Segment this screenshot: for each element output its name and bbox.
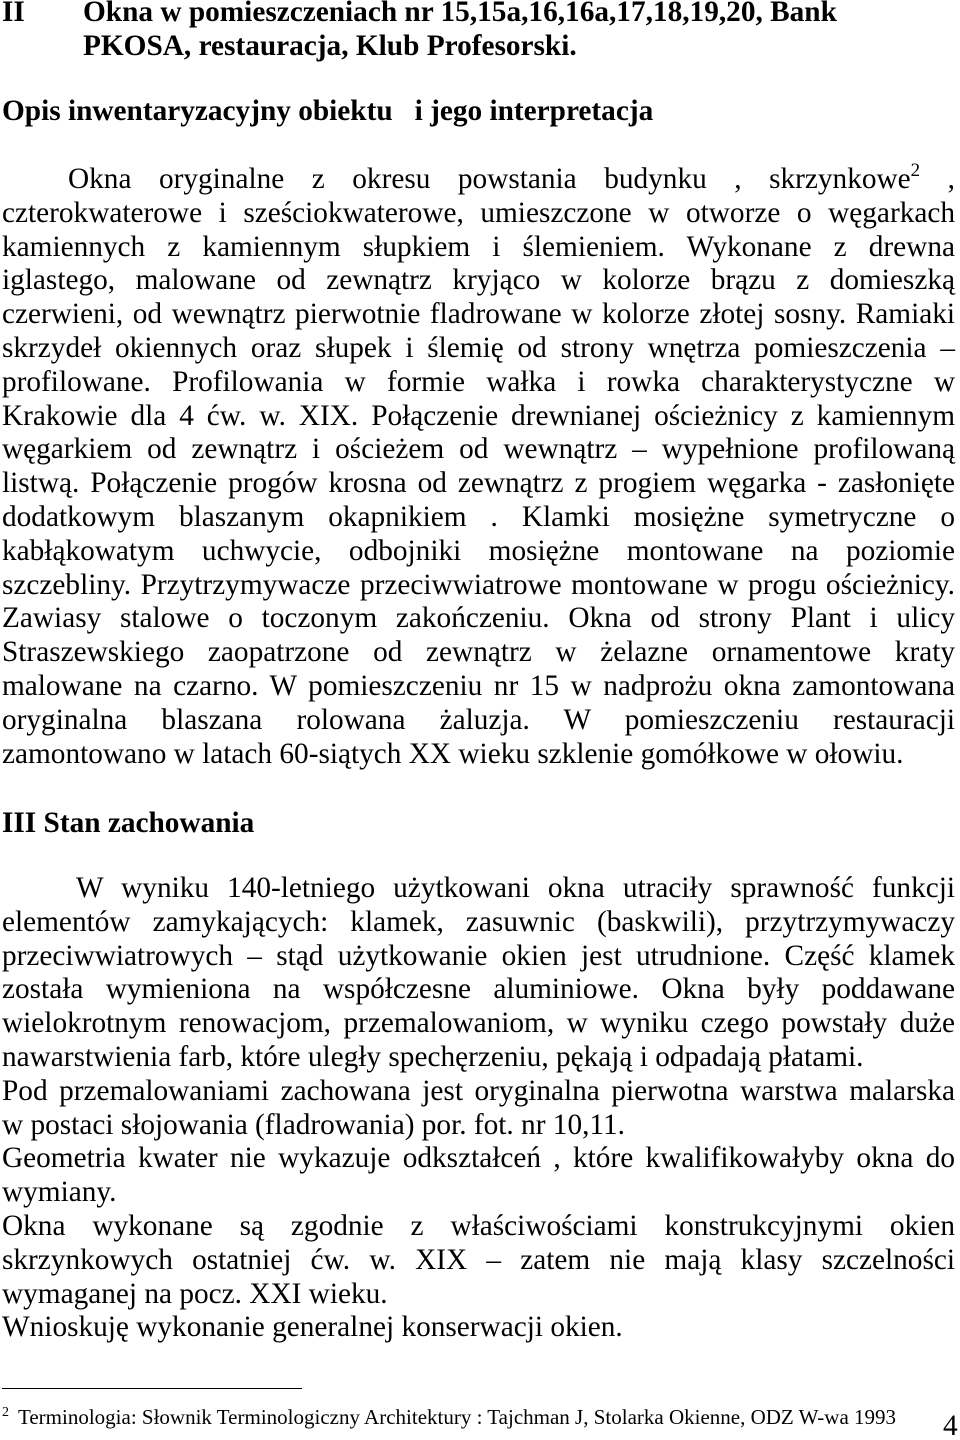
paragraph-line: wymiany. — [2, 1176, 117, 1209]
condition-paragraph — [2, 1142, 955, 1210]
paragraph-line: iglastego, malowane od zewnątrz kryjąco w kolorze brązu z domieszką — [2, 264, 955, 297]
subheading: Opis inwentaryzacyjny obiektu i jego interpretacja — [2, 95, 654, 127]
paragraph-line: dodatkowym blaszanym okapnikiem . Klamki mosiężne symetryczne o — [2, 500, 955, 533]
paragraph-line: czerwieni, od wewnątrz pierwotnie fladrowane w kolorze złotej sosny. Ramiaki — [2, 298, 955, 331]
paragraph-line: profilowane. Profilowania w formie wałka i rowka charakterystyczne w — [2, 365, 955, 398]
paragraph-line: oryginalna blaszana rolowana żaluzja. W pomieszczeniu restauracji — [2, 703, 955, 736]
paragraph-line: czterokwaterowe i sześciokwaterowe, umieszczone w otworze o węgarkach — [2, 196, 955, 229]
footnote-separator — [2, 1388, 302, 1389]
paragraph-line: Pod przemalowaniami zachowana jest oryginalna pierwotna warstwa malarska — [2, 1074, 955, 1107]
line-text: Okna oryginalne z okresu powstania budynku , skrzynkowe — [68, 163, 911, 195]
paragraph-line: skrzydeł okiennych oraz słupek i ślemię od strony wnętrza pomieszczenia – — [2, 331, 955, 364]
footnote-reference: 2 — [910, 160, 921, 181]
paragraph-line: malowane na czarno. W pomieszczeniu nr 15 w nadprożu okna zamontowana — [2, 669, 955, 702]
section-number: II — [2, 0, 25, 28]
paragraph-line: elementów zamykających: klamek, zasuwnic (baskwili), przytrzymywaczy — [2, 905, 955, 938]
paragraph-line: kabłąkowatym uchwycie, odbojniki mosiężne montowane na poziomie — [2, 534, 955, 567]
paragraph-line: W wyniku 140-letniego użytkowani okna utraciły sprawność funkcji — [76, 872, 955, 904]
paragraph-line: węgarkiem od zewnątrz i ościeżem od wewnątrz – wypełnione profilowaną — [2, 433, 955, 466]
paragraph-line: wymaganej na pocz. XXI wieku. — [2, 1277, 388, 1310]
condition-section — [2, 872, 955, 1345]
footnote-number: 2 — [2, 1405, 9, 1420]
paragraph-line: przeciwwiatrowych – stąd użytkowanie okien jest utrudnione. Część klamek — [2, 939, 955, 972]
page-number: 4 — [943, 1410, 958, 1440]
condition-paragraph — [2, 1075, 955, 1143]
paragraph-line: Krakowie dla 4 ćw. w. XIX. Połączenie drewnianej ościeżnicy z kamiennym — [2, 399, 955, 432]
paragraph-line: szczebliny. Przytrzymywacze przeciwwiatrowe montowane w progu ościeżnicy. — [2, 568, 955, 601]
footnote-text: Terminologia: Słownik Terminologiczny Architektury : Tajchman J, Stolarka Okienne, ODZ W-wa 1993 — [18, 1405, 897, 1429]
paragraph-line: nawarstwienia farb, które uległy spechęrzeniu, pękają i odpadają płatami. — [2, 1040, 864, 1073]
section-title — [83, 0, 953, 64]
paragraph-line: Geometria kwater nie wykazuje odkształceń , które kwalifikowałyby okna do — [2, 1142, 955, 1175]
conclusion-paragraph — [2, 1311, 955, 1345]
section-heading: III Stan zachowania — [2, 807, 255, 839]
paragraph-line: Straszewskiego zaopatrzone od zewnątrz w żelazne ornamentowe kraty — [2, 636, 955, 669]
section-title-line: Okna w pomieszczeniach nr 15,15a,16,16a,17,18,19,20, Bank — [83, 0, 837, 28]
condition-paragraph — [2, 872, 955, 1075]
paragraph-line: zamontowano w latach 60-siątych XX wieku szklenie gomółkowe w ołowiu. — [2, 737, 904, 770]
section-title-line: PKOSA, restauracja, Klub Profesorski. — [83, 29, 577, 62]
paragraph-line: listwą. Połączenie progów krosna od zewnątrz z progiem węgarka - zasłonięte — [2, 467, 955, 500]
paragraph-line: kamiennych z kamiennym słupkiem i ślemieniem. Wykonane z drewna — [2, 230, 955, 263]
paragraph-line: Okna wykonane są zgodnie z właściwościami konstrukcyjnymi okien — [2, 1209, 955, 1242]
footnote — [2, 1405, 896, 1433]
condition-paragraph — [2, 1210, 955, 1311]
paragraph-line: została wymieniona na współczesne aluminiowe. Okna były poddawane — [2, 973, 955, 1006]
paragraph-line — [2, 160, 955, 197]
paragraph-line: skrzynkowych ostatniej ćw. w. XIX – zatem nie mają klasy szczelności — [2, 1243, 955, 1276]
paragraph-line: w postaci słojowania (fladrowania) por. fot. nr 10,11. — [2, 1108, 625, 1141]
description-paragraph — [2, 160, 955, 771]
paragraph-line: Wnioskuję wykonanie generalnej konserwacji okien. — [2, 1311, 623, 1344]
paragraph-line: Zawiasy stalowe o toczonym zakończeniu. Okna od strony Plant i ulicy — [2, 602, 955, 635]
line-text: , — [920, 163, 955, 195]
paragraph-line: wielokrotnym renowacjom, przemalowaniom, w wyniku czego powstały duże — [2, 1007, 955, 1040]
